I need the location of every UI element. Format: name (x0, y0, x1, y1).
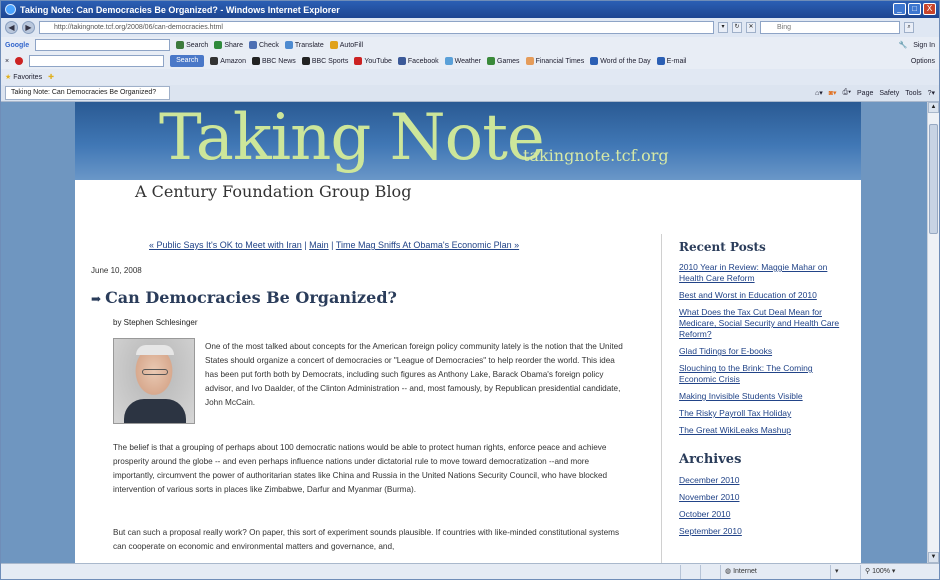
globe-icon: ◍ (725, 567, 734, 575)
bbc-icon (252, 57, 260, 65)
main-link[interactable]: Main (309, 240, 329, 250)
archive-link[interactable]: October 2010 (679, 509, 731, 519)
email-icon (657, 57, 665, 65)
maximize-button[interactable]: □ (908, 3, 921, 15)
dictionary-icon (590, 57, 598, 65)
author-photo (113, 338, 195, 424)
stop-icon[interactable]: ✕ (746, 22, 756, 33)
star-icon: ★ (5, 74, 12, 81)
link-facebook[interactable]: Facebook (398, 57, 439, 65)
recent-post-link[interactable]: Making Invisible Students Visible (679, 391, 803, 401)
status-text (1, 565, 681, 579)
post-paragraph: One of the most talked about concepts for the American foreign policy community lately is the notion that the United States should organize a concert of democracies or "League of Democracies" to help reorder the world. This idea has been put forth both by Democrats, including such figures as Anthony Lake, Barack Obama's foreign policy advisor, and Ivo Daalder, of the Clinton Administration -- and, most famously, by Republican presidential candidate, John McCain. (205, 342, 623, 407)
scroll-down-icon[interactable]: ▼ (928, 552, 939, 563)
autofill-icon (330, 41, 338, 49)
link-word-of-the-day[interactable]: Word of the Day (590, 57, 650, 65)
close-button[interactable]: X (923, 3, 936, 15)
amazon-icon (210, 57, 218, 65)
link-youtube[interactable]: YouTube (354, 57, 392, 65)
post-paragraph: But can such a proposal really work? On paper, this sort of experiment sounds plausible. If countries with like-minded constitutional systems can cooperate on economic and environmental matters and governance, and, (113, 528, 620, 551)
recent-post-link[interactable]: 2010 Year in Review: Maggie Mahar on Health Care Reform (679, 262, 828, 283)
tab-current[interactable]: Taking Note: Can Democracies Be Organized? (5, 86, 170, 100)
recent-posts-heading: Recent Posts (679, 240, 766, 254)
address-input[interactable]: http://takingnote.tcf.org/2008/06/can-democracies.html (39, 21, 714, 34)
zoom-icon: ⚲ (865, 567, 873, 575)
search-icon (176, 41, 184, 49)
archive-link[interactable]: December 2010 (679, 475, 740, 485)
blog-url: takingnote.tcf.org (523, 146, 669, 165)
link-financial-times[interactable]: Financial Times (526, 57, 585, 65)
tab-row (1, 85, 939, 102)
links-search-button[interactable]: Search (170, 55, 204, 67)
toolbar-check-button[interactable]: Check (249, 41, 279, 49)
recent-post-link[interactable]: Best and Worst in Education of 2010 (679, 290, 817, 300)
link-amazon[interactable]: Amazon (210, 57, 246, 65)
tools-menu[interactable]: Tools (905, 89, 922, 97)
blog-page (75, 102, 861, 563)
prev-post-link[interactable]: « Public Says It's OK to Meet with Iran (149, 240, 302, 250)
mode-icon[interactable]: ▾ (831, 565, 861, 579)
toolbar-translate-button[interactable]: Translate (285, 41, 324, 49)
title-bar (1, 1, 939, 18)
share-icon (214, 41, 222, 49)
post-paragraph: The belief is that a grouping of perhaps about 100 democratic nations would be able to protect human rights, enforce peace and achieve prosperity around the globe -- and even perhaps influence nations under dictatorial rule to move toward democratization --and more importantly, circumvent the power of authoritarian states like China and Russia in the United Nations Security Council, who have blocked intervention of various sorts in places like Zimbabwe, Darfur and Myanmar (Burma). (113, 443, 608, 494)
options-button[interactable]: Options (910, 57, 935, 65)
archive-link[interactable]: September 2010 (679, 526, 742, 536)
recent-post-link[interactable]: Slouching to the Brink: The Coming Economic Crisis (679, 363, 813, 384)
post-date: June 10, 2008 (91, 266, 142, 275)
link-games[interactable]: Games (487, 57, 520, 65)
nav-separator: | (328, 240, 336, 250)
link-email[interactable]: E-mail (657, 57, 687, 65)
links-toolbar (1, 53, 939, 69)
search-input[interactable]: Bing (760, 21, 900, 34)
window-title: Taking Note: Can Democracies Be Organized? - Windows Internet Explorer (20, 4, 340, 15)
translate-icon (285, 41, 293, 49)
favorites-button[interactable]: ★ Favorites (5, 73, 43, 81)
nav-separator: | (301, 240, 310, 250)
status-bar (1, 563, 939, 579)
page-viewport (1, 102, 927, 563)
ie-logo-icon (5, 4, 16, 15)
recent-post-link[interactable]: Glad Tidings for E-books (679, 346, 773, 356)
toolbar-autofill-button[interactable]: AutoFill (330, 41, 363, 49)
scroll-up-icon[interactable]: ▲ (928, 102, 939, 113)
wrench-icon[interactable]: 🔧 (898, 42, 908, 49)
recent-post-link[interactable]: The Risky Payroll Tax Holiday (679, 408, 792, 418)
post-navigation (149, 240, 519, 250)
compat-view-icon[interactable]: ▾ (718, 22, 728, 33)
refresh-icon[interactable]: ↻ (732, 22, 742, 33)
search-icon[interactable]: ⌕ (904, 22, 914, 33)
games-icon (487, 57, 495, 65)
blog-sidebar (661, 234, 851, 563)
page-menu[interactable]: Page (857, 89, 874, 97)
google-toolbar (1, 37, 939, 53)
youtube-icon (354, 57, 362, 65)
link-weather[interactable]: Weather (445, 57, 481, 65)
favorites-bar (1, 69, 939, 85)
link-bbc-sports[interactable]: BBC Sports (302, 57, 349, 65)
security-icon (701, 565, 721, 579)
x-close-icon[interactable]: × (5, 57, 10, 65)
link-bbc-news[interactable]: BBC News (252, 57, 296, 65)
recent-post-link[interactable]: What Does the Tax Cut Deal Mean for Medicare, Social Security and Health Care Reform? (679, 307, 840, 339)
addon-logo-icon (15, 57, 23, 65)
post-byline: by Stephen Schlesinger (113, 318, 198, 327)
blog-tagline: A Century Foundation Group Blog (135, 182, 412, 201)
add-favorite-icon[interactable]: ✚ (48, 74, 54, 81)
sign-in-link[interactable]: Sign In (913, 41, 935, 49)
address-bar-row (1, 18, 939, 37)
feeds-icon[interactable]: ◙▾ (828, 90, 837, 97)
archives-heading: Archives (679, 452, 742, 467)
ft-icon (526, 57, 534, 65)
next-post-link[interactable]: Time Mag Sniffs At Obama's Economic Plan » (335, 240, 520, 250)
toolbar-search-button[interactable]: Search (176, 41, 208, 49)
vertical-scrollbar[interactable] (927, 102, 939, 563)
print-icon[interactable]: ⎙▾ (842, 89, 852, 96)
home-icon[interactable]: ⌂▾ (814, 90, 823, 97)
facebook-icon (398, 57, 406, 65)
recent-post-link[interactable]: The Great WikiLeaks Mashup (679, 425, 791, 435)
protected-mode-icon (681, 565, 701, 579)
google-logo: Google (5, 41, 30, 49)
safety-menu[interactable]: Safety (879, 89, 900, 97)
arrow-right-icon: ➡ (91, 292, 102, 306)
check-icon (249, 41, 257, 49)
zoom-level[interactable]: ⚲ 100% ▾ (865, 567, 896, 575)
zone-indicator: ◍ Internet (721, 565, 831, 579)
post-title: ➡ Can Democracies Be Organized? (91, 288, 397, 307)
minimize-button[interactable]: _ (893, 3, 906, 15)
scroll-thumb[interactable] (929, 124, 938, 234)
forward-button[interactable]: ▶ (22, 21, 35, 34)
bbc-sport-icon (302, 57, 310, 65)
google-search-input[interactable] (35, 39, 170, 51)
links-search-input[interactable] (29, 55, 164, 67)
weather-icon (445, 57, 453, 65)
archive-link[interactable]: November 2010 (679, 492, 740, 502)
back-button[interactable]: ◀ (5, 21, 18, 34)
blog-logo[interactable]: Taking Note (159, 102, 544, 175)
help-icon[interactable]: ?▾ (927, 90, 935, 97)
blog-banner (75, 102, 861, 180)
toolbar-share-button[interactable]: Share (214, 41, 243, 49)
